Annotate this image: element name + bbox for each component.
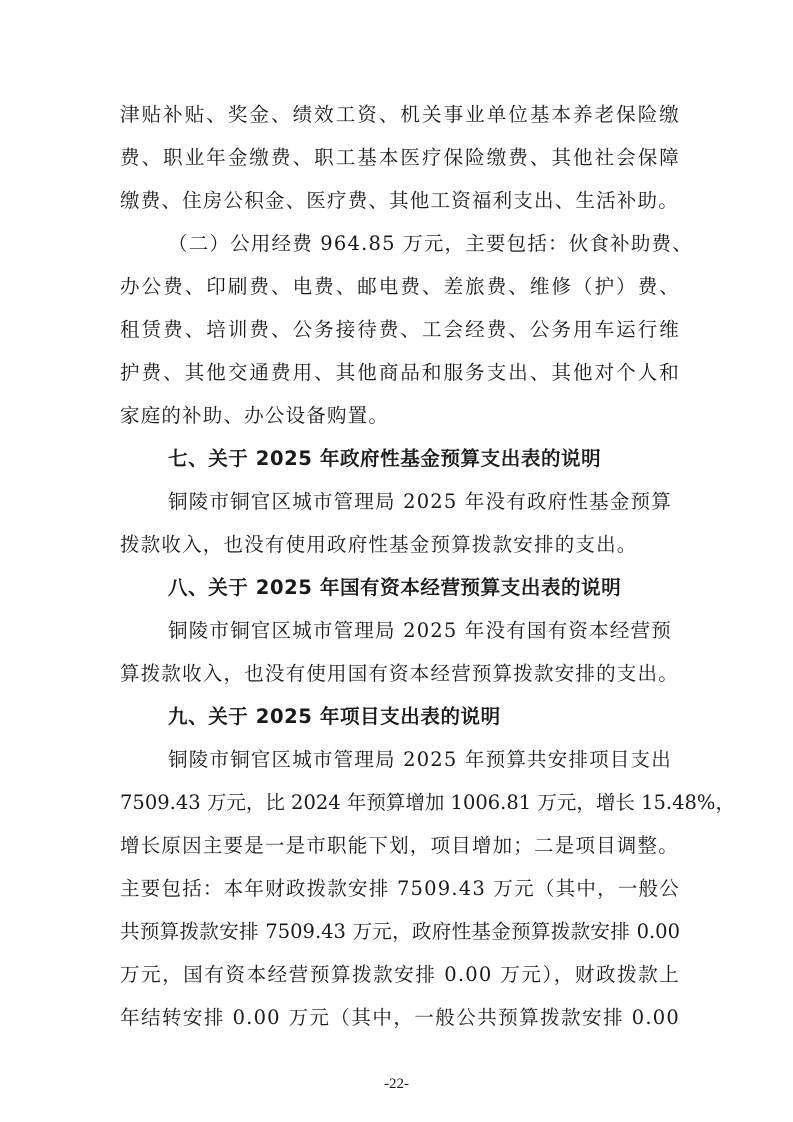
text-line: 租赁费、培训费、公务接待费、工会经费、公务用车运行维 (120, 318, 680, 341)
text-line: 万元，国有资本经营预算拨款安排 0.00 万元），财政拨款上 (120, 963, 680, 986)
section-heading: 八、关于 2025 年国有资本经营预算支出表的说明 (168, 576, 622, 599)
text-line: 拨款收入，也没有使用政府性基金预算拨款安排的支出。 (120, 533, 638, 556)
text-line: 缴费、住房公积金、医疗费、其他工资福利支出、生活补助。 (120, 189, 679, 212)
text-line: 共预算拨款安排 7509.43 万元，政府性基金预算拨款安排 0.00 (120, 920, 680, 943)
page-number: -22- (384, 1076, 409, 1092)
text-line: （二）公用经费 964.85 万元，主要包括：伙食补助费、 (168, 232, 693, 255)
text-line: 7509.43 万元，比 2024 年预算增加 1006.81 万元，增长 15.48%， (120, 791, 735, 814)
text-line: 津贴补贴、奖金、绩效工资、机关事业单位基本养老保险缴 (120, 103, 680, 126)
text-line: 年结转安排 0.00 万元（其中，一般公共预算拨款安排 0.00 (120, 1006, 680, 1029)
section-heading: 九、关于 2025 年项目支出表的说明 (168, 705, 501, 728)
text-line: 家庭的补助、办公设备购置。 (120, 404, 390, 427)
text-line: 增长原因主要是一是市职能下划，项目增加；二是项目调整。 (120, 834, 679, 857)
text-line: 费、职业年金缴费、职工基本医疗保险缴费、其他社会保障 (120, 146, 680, 169)
text-line: 铜陵市铜官区城市管理局 2025 年没有国有资本经营预 (168, 619, 672, 642)
text-line: 主要包括：本年财政拨款安排 7509.43 万元（其中，一般公 (120, 877, 680, 900)
text-line: 铜陵市铜官区城市管理局 2025 年预算共安排项目支出 (168, 748, 672, 771)
text-line: 护费、其他交通费用、其他商品和服务支出、其他对个人和 (120, 361, 680, 384)
text-line: 铜陵市铜官区城市管理局 2025 年没有政府性基金预算 (168, 490, 672, 513)
text-line: 办公费、印刷费、电费、邮电费、差旅费、维修（护）费、 (120, 275, 680, 298)
text-line: 算拨款收入，也没有使用国有资本经营预算拨款安排的支出。 (120, 662, 679, 685)
section-heading: 七、关于 2025 年政府性基金预算支出表的说明 (168, 447, 602, 470)
